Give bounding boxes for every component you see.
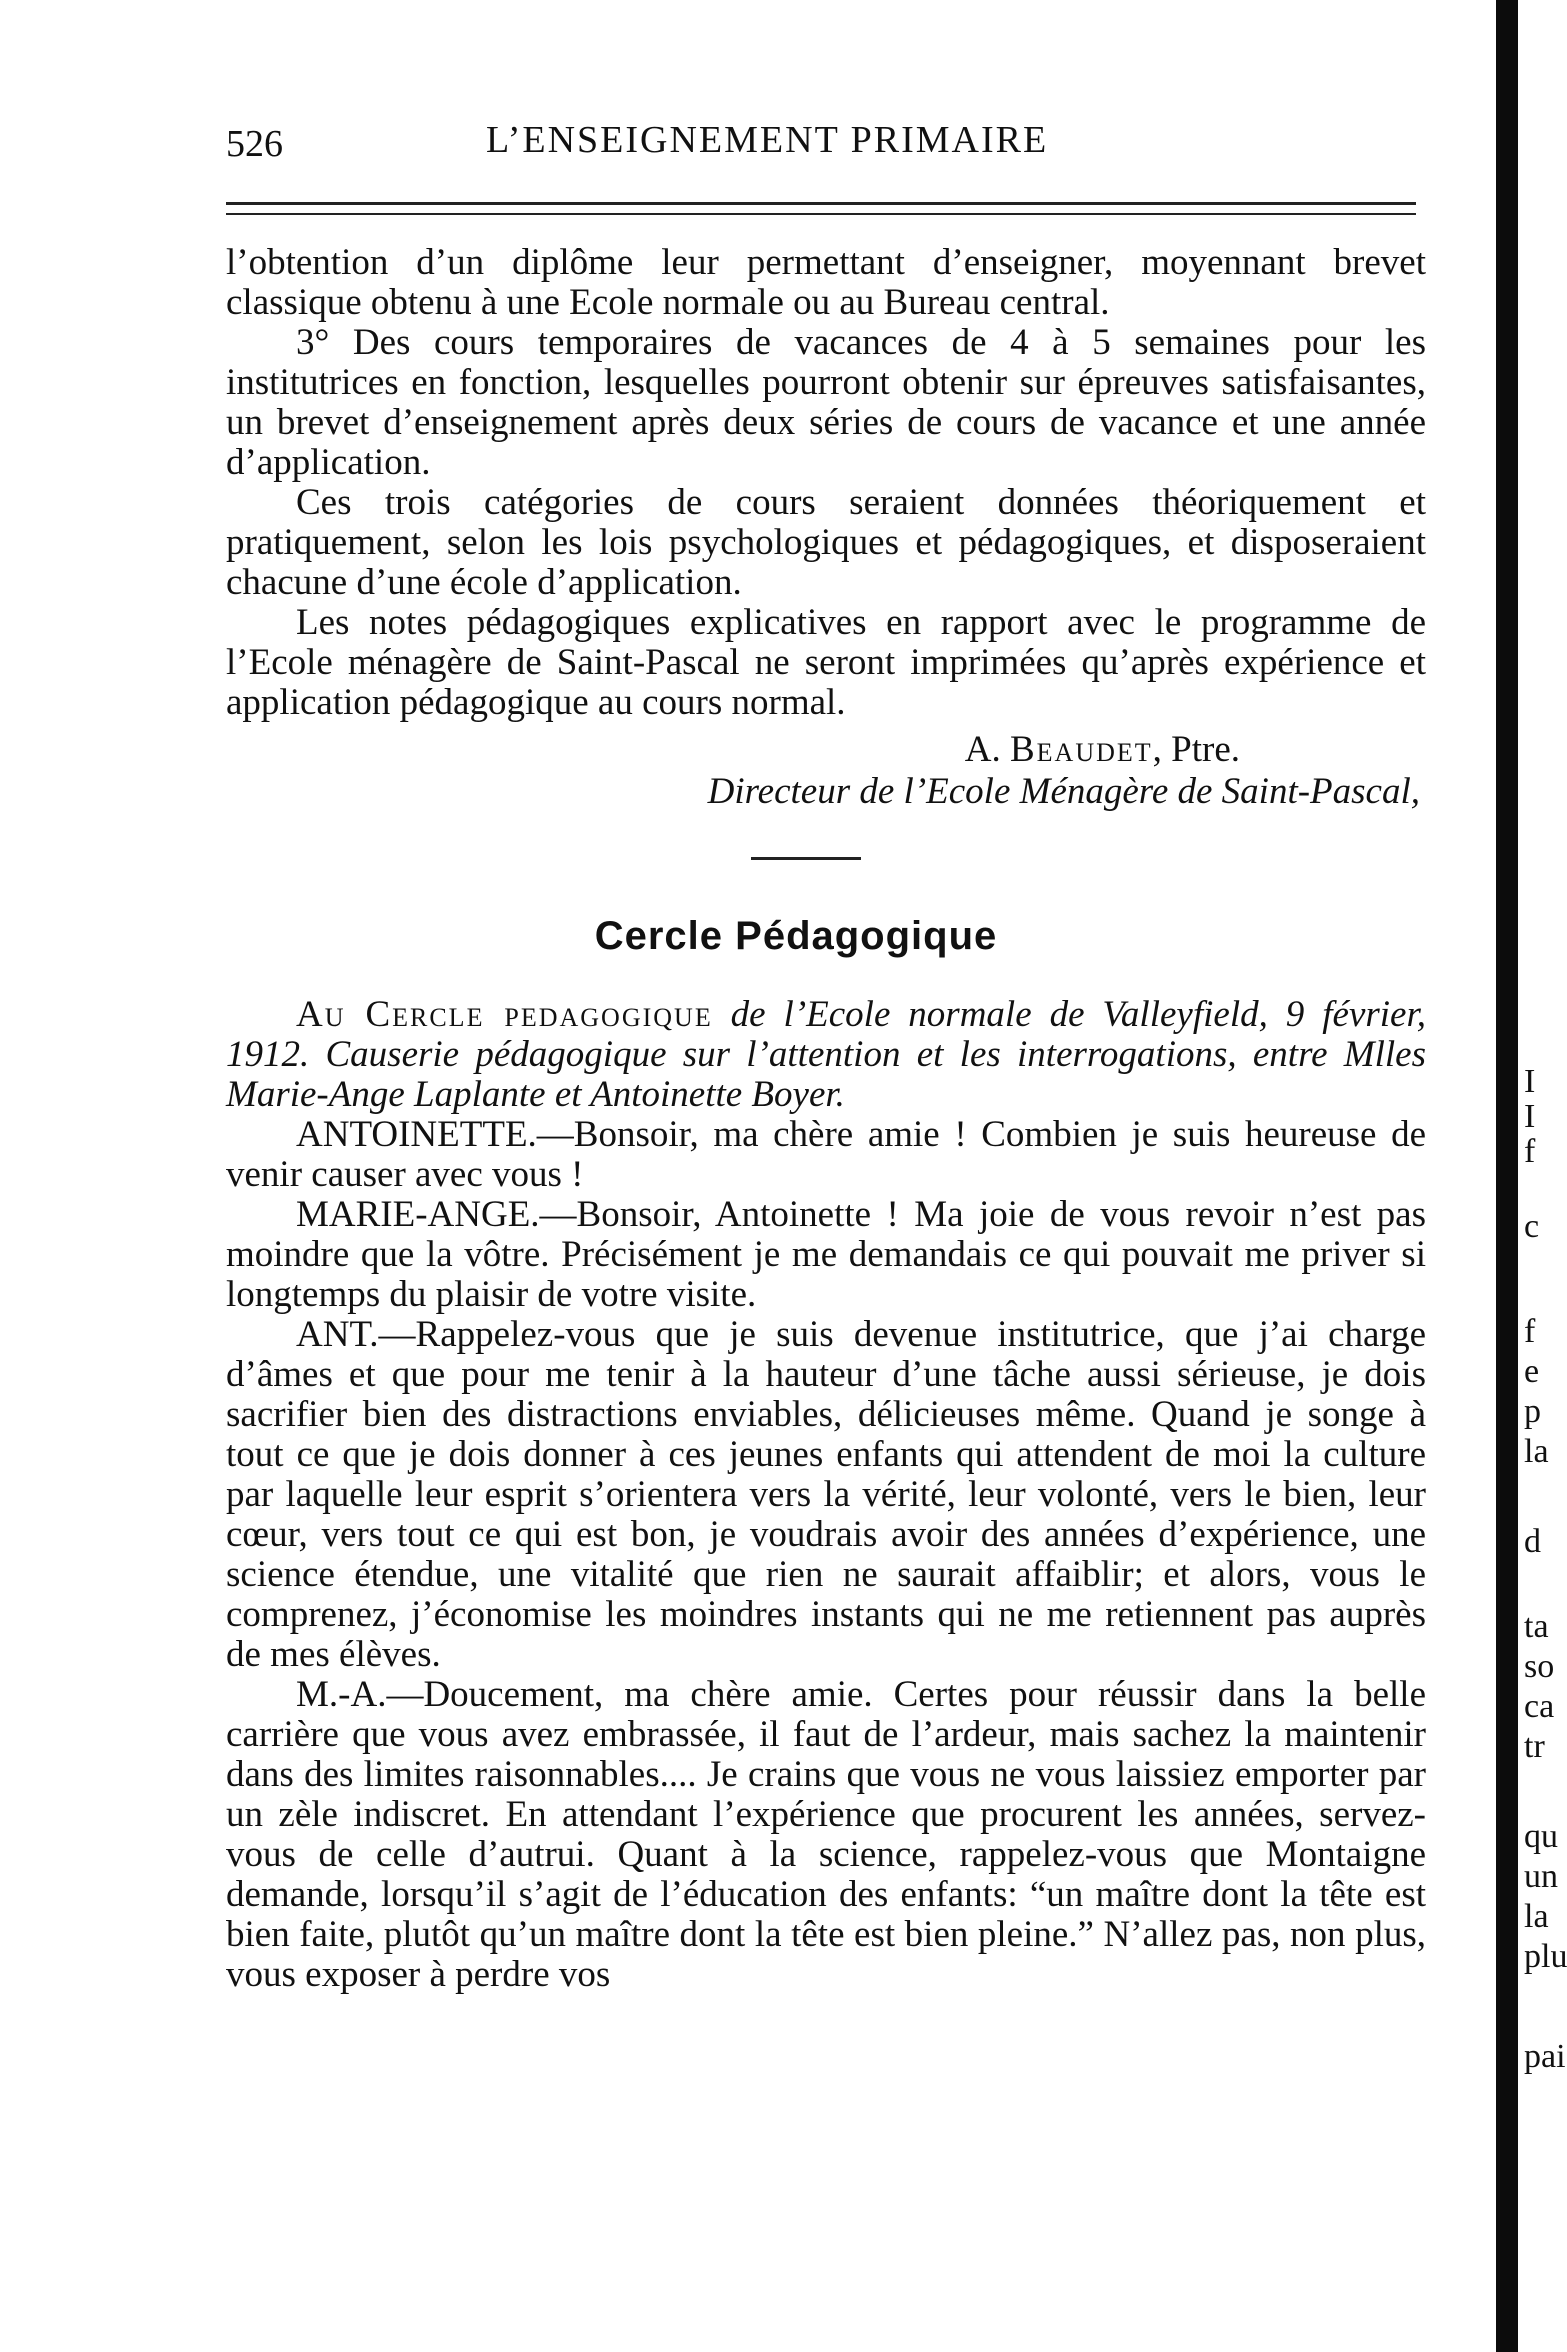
dialogue-paragraph: MARIE-ANGE.—Bonsoir, Antoinette ! Ma joie de vous revoir n’est pas moindre que la vôtre. Précisément je me demandais ce qui pouvait me priver si longtemps du plaisir de votre visite. bbox=[226, 1194, 1426, 1315]
dialogue-paragraph: M.-A.—Doucement, ma chère amie. Certes pour réussir dans la belle carrière que vous avez embrassée, il faut de l’ardeur, mais sachez la maintenir dans des limites raisonnables.... Je crains que vous ne vous laissiez emporter par un zèle indiscret. En attendant l’expérience que procurent les années, servez-vous de celle d’autrui. Quant à la science, rappelez-vous que Montaigne demande, lorsqu’il s’agit de l’éducation des enfants: “un maître dont la tête est bien faite, plutôt qu’un maître dont la tête est bien pleine.” N’allez pas, non plus, vous exposer à perdre vos bbox=[226, 1674, 1426, 1995]
paragraph: l’obtention d’un diplôme leur permettant d’enseigner, moyennant brevet classique obtenu à une Ecole normale ou au Bureau central. bbox=[226, 242, 1426, 323]
facing-page-fragments bbox=[1524, 0, 1567, 2352]
signature-surname: Beaudet bbox=[1009, 729, 1153, 770]
fragment: pai bbox=[1524, 2038, 1566, 2075]
fragment: qu bbox=[1524, 1818, 1558, 1855]
fragment: la bbox=[1524, 1433, 1549, 1470]
fragment: d bbox=[1524, 1523, 1541, 1560]
fragment: la bbox=[1524, 1898, 1549, 1935]
signature-suffix: , Ptre. bbox=[1152, 729, 1240, 770]
fragment: un bbox=[1524, 1858, 1558, 1895]
fragment: ca bbox=[1524, 1688, 1555, 1725]
paragraph: Les notes pédagogiques explicatives en rapport avec le programme de l’Ecole ménagère de Saint-Pascal ne seront imprimées qu’après expérience et application pédagogique au cours normal. bbox=[226, 602, 1426, 723]
fragment: tr bbox=[1524, 1728, 1545, 1765]
signature-name bbox=[226, 729, 1420, 771]
fragment: plu bbox=[1524, 1938, 1567, 1975]
paragraph: Ces trois catégories de cours seraient données théoriquement et pratiquement, selon les lois psychologiques et pédagogiques, et disposeraient chacune d’une école d’application. bbox=[226, 482, 1426, 603]
fragment: I bbox=[1524, 1063, 1536, 1100]
fragment: e bbox=[1524, 1353, 1540, 1390]
dialogue-paragraph: ANTOINETTE.—Bonsoir, ma chère amie ! Combien je suis heureuse de venir causer avec vous ! bbox=[226, 1114, 1426, 1195]
paragraph: 3° Des cours temporaires de vacances de 4 à 5 semaines pour les institutrices en fonction, lesquelles pourront obtenir sur épreuves satisfaisantes, un brevet d’enseignement après deux séries de cours de vacance et une année d’application. bbox=[226, 322, 1426, 483]
dialogue-text bbox=[226, 995, 1426, 1995]
page-number: 526 bbox=[226, 123, 283, 165]
fragment: ta bbox=[1524, 1608, 1549, 1645]
facing-page-edge bbox=[1496, 0, 1567, 2352]
dialogue-paragraph: ANT.—Rappelez-vous que je suis devenue institutrice, que j’ai charge d’âmes et que pour me tenir à la hauteur d’une tâche aussi sérieuse, je dois sacrifier bien des distractions enviables, délicieuses même. Quand je songe à tout ce que je dois donner à ces jeunes enfants qui attendent de moi la culture par laquelle leur esprit s’orientera vers la vérité, leur volonté, vers le bien, leur cœur, vers tout ce qui est bon, je voudrais avoir des années d’expérience, une science étendue, une vitalité que rien ne saurait affaiblir; et alors, vous le comprenez, j’économise les moindres instants qui ne me retiennent pas auprès de mes élèves. bbox=[226, 1314, 1426, 1675]
signature-initial: A. bbox=[964, 729, 1001, 770]
signature-title: Directeur de l’Ecole Ménagère de Saint-Pascal, bbox=[707, 771, 1420, 812]
section-divider bbox=[751, 857, 861, 860]
fragment: f bbox=[1524, 1133, 1536, 1170]
intro-paragraph bbox=[226, 995, 1426, 1115]
page-gutter bbox=[1496, 0, 1518, 2352]
signature-block bbox=[226, 729, 1426, 813]
intro-caps: Au Cercle pedagogique bbox=[296, 994, 713, 1035]
article-continuation bbox=[226, 243, 1426, 723]
fragment: f bbox=[1524, 1313, 1536, 1350]
header-rule bbox=[226, 202, 1416, 215]
fragment: c bbox=[1524, 1208, 1540, 1245]
running-head bbox=[226, 110, 1426, 170]
fragment: so bbox=[1524, 1648, 1555, 1685]
fragment: I bbox=[1524, 1098, 1536, 1135]
intro-italic: de l’Ecole normale de Valleyfield, 9 février, 1912. Causerie pédagogique sur l’attention et les interrogations, entre Mlles Marie-Ange Laplante et Antoinette Boyer. bbox=[226, 994, 1427, 1115]
book-page bbox=[226, 110, 1426, 1995]
fragment: p bbox=[1524, 1393, 1541, 1430]
journal-title: L’ENSEIGNEMENT PRIMAIRE bbox=[486, 119, 1049, 161]
section-title: Cercle Pédagogique bbox=[594, 914, 998, 958]
